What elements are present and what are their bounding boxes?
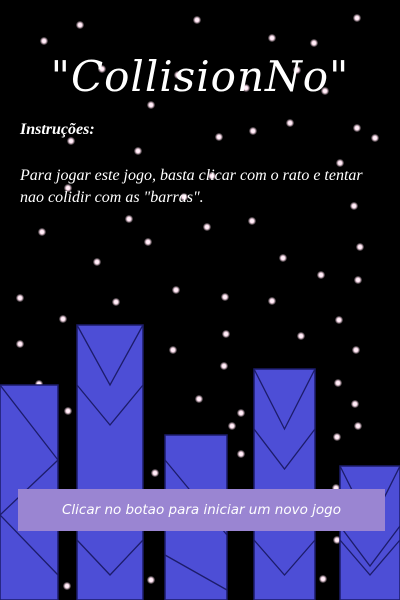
game-title: "CollisionNo" [50,52,350,101]
start-game-button[interactable]: Clicar no botao para iniciar um novo jogo [18,489,385,531]
obstacle-bar [77,325,143,600]
obstacle-bar [254,369,315,600]
instructions-text: Para jogar este jogo, basta clicar com o rato e tentar nao colidir com as "barras". [20,167,363,206]
instructions-heading: Instruções: [20,121,95,138]
obstacle-bar [340,466,400,600]
